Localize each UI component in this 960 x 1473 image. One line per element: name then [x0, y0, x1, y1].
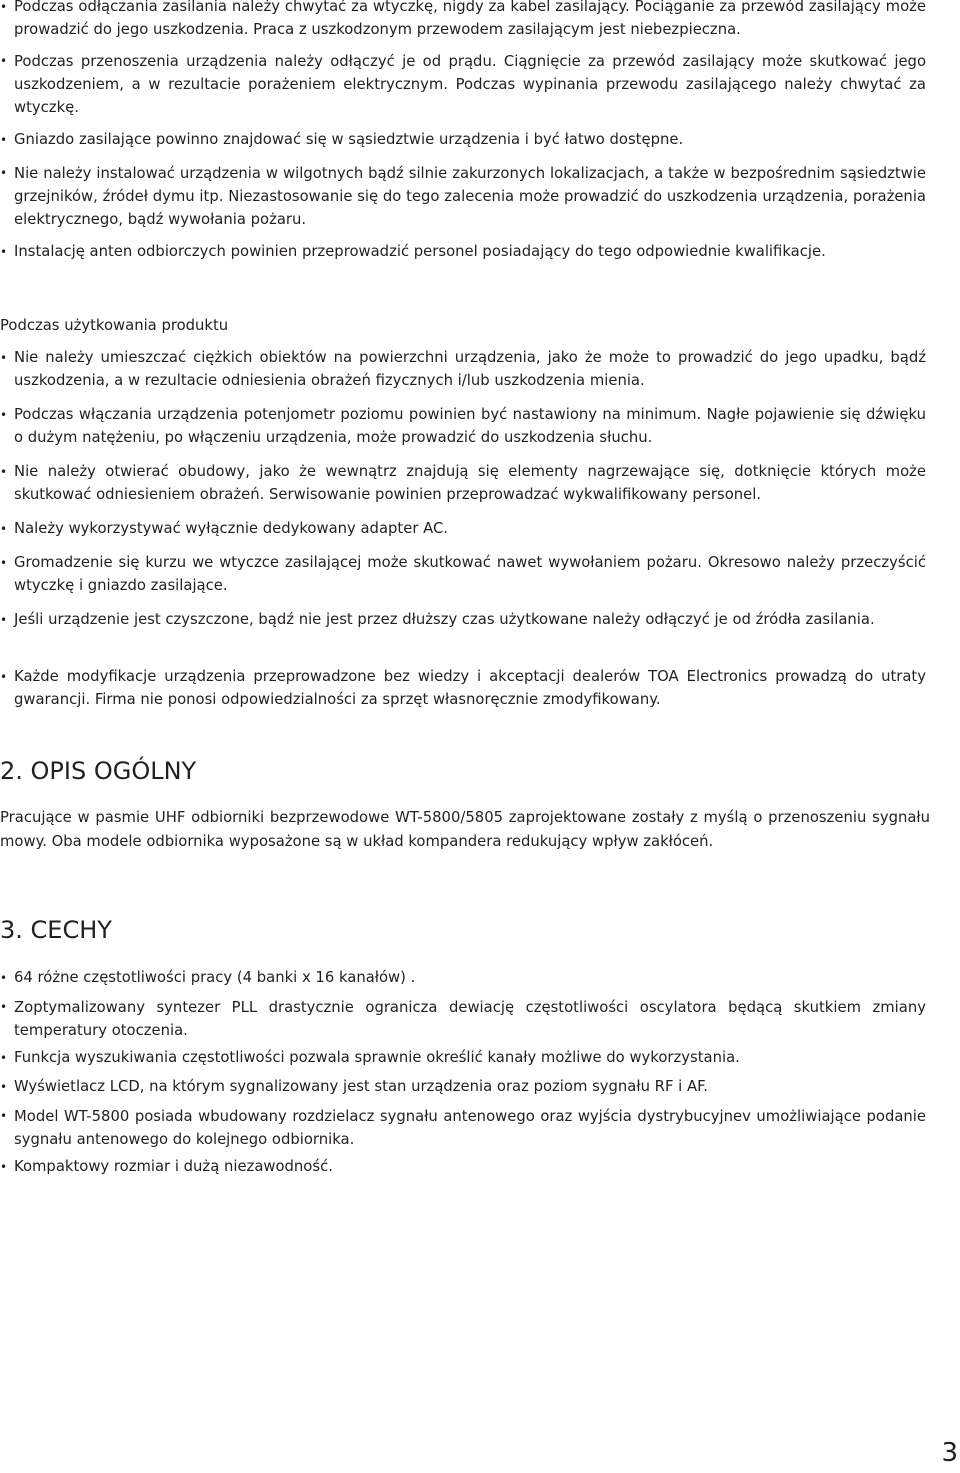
list-item	[0, 162, 926, 232]
bullet-icon: •	[0, 670, 8, 684]
bullet-icon: •	[0, 0, 8, 14]
list-item	[0, 461, 926, 507]
list-item	[0, 1047, 926, 1071]
list-item	[0, 1105, 926, 1151]
bullet-icon: •	[0, 613, 8, 627]
bullet-icon: •	[0, 522, 8, 536]
list-item	[0, 404, 926, 450]
safety-text-2: Podczas przenoszenia urządzenia należy odłączyć je od prądu. Ciągnięcie za przewód zasilający może skutkować jego uszkodzeniem, a w rezultacie porażeniem elektrycznym. Podczas wypinania przewodu zasilającego należy chwytać za wtyczkę.	[14, 53, 926, 116]
list-item	[0, 967, 926, 991]
bullet-icon: •	[0, 556, 8, 570]
usage-text-2: Podczas włączania urządzenia potenjometr poziomu powinien być nastawiony na minimum. Nagłe pojawienie się dźwięku o dużym natężeniu, po włączeniu urządzenia, może prowadzić do uszkodzenia słuchu.	[14, 406, 926, 446]
bullet-icon: •	[0, 351, 8, 365]
page-number: 3	[941, 1438, 958, 1468]
list-item	[0, 50, 926, 120]
list-item	[0, 1076, 926, 1100]
list-item	[0, 518, 926, 541]
list-item	[0, 609, 926, 655]
list-item	[0, 0, 926, 41]
feature-text-2: Zoptymalizowany syntezer PLL drastycznie ogranicza dewiację częstotliwości oscylatora będącą skutkiem zmiany temperatury otoczenia.	[14, 999, 926, 1039]
usage-text-7: Każde modyfikacje urządzenia przeprowadzone bez wiedzy i akceptacji dealerów TOA Electronics prowadzą do utraty gwarancji. Firma nie ponosi odpowiedzialności za sprzęt własnoręcznie zmodyfikowany.	[14, 668, 926, 708]
bullet-icon: •	[0, 1051, 8, 1065]
safety-text-3: Gniazdo zasilające powinno znajdować się w sąsiedztwie urządzenia i być łatwo dostępne.	[14, 131, 684, 148]
bullet-icon: •	[0, 133, 8, 147]
usage-text-1: Nie należy umieszczać ciężkich obiektów na powierzchni urządzenia, jako że może to prowadzić do jego upadku, bądź uszkodzenia, a w rezultacie odniesienia obrażeń fizycznych i/lub uszkodzenia mienia.	[14, 349, 926, 389]
bullet-icon: •	[0, 465, 8, 479]
feature-text-3: Funkcja wyszukiwania częstotliwości pozwala sprawnie określić kanały możliwe do wykorzystania.	[14, 1049, 740, 1066]
list-item	[0, 347, 926, 393]
usage-list	[0, 347, 960, 712]
safety-text-5: Instalację anten odbiorczych powinien przeprowadzić personel posiadający do tego odpowiednie kwalifikacje.	[14, 243, 826, 260]
usage-text-6: Jeśli urządzenie jest czyszczone, bądź nie jest przez dłuższy czas użytkowane należy odłączyć je od źródła zasilania.	[14, 611, 875, 628]
bullet-icon: •	[0, 408, 8, 422]
list-item	[0, 666, 926, 712]
bullet-icon: •	[0, 166, 8, 180]
bullet-icon: •	[0, 1000, 8, 1014]
section-3-title: 3. CECHY	[0, 916, 112, 944]
safety-list	[0, 0, 960, 265]
safety-text-1: Podczas odłączania zasilania należy chwytać za wtyczkę, nigdy za kabel zasilający. Pociąganie za przewód zasilający może prowadzić do jego uszkodzenia. Praca z uszkodzonym przewodem zasilającym jest niebezpieczna.	[14, 0, 926, 38]
usage-text-5: Gromadzenie się kurzu we wtyczce zasilającej może skutkować nawet wywołaniem pożaru. Okresowo należy przeczyścić wtyczkę i gniazdo zasilające.	[14, 554, 926, 594]
bullet-icon: •	[0, 54, 8, 68]
bullet-icon: •	[0, 1109, 8, 1123]
usage-text-3: Nie należy otwierać obudowy, jako że wewnątrz znajdują się elementy nagrzewające się, dotknięcie których może skutkować odniesieniem obrażeń. Serwisowanie powinien przeprowadzać wykwalifikowany personel.	[14, 463, 926, 503]
section-2-text: Pracujące w pasmie UHF odbiorniki bezprzewodowe WT-5800/5805 zaprojektowane zostały z myślą o przenoszeniu sygnału mowy. Oba modele odbiornika wyposażone są w układ kompandera redukujący wpływ zakłóceń.	[0, 809, 930, 850]
usage-section	[0, 347, 960, 712]
feature-text-6: Kompaktowy rozmiar i dużą niezawodność.	[14, 1158, 333, 1175]
bullet-icon: •	[0, 971, 8, 985]
usage-text-4: Należy wykorzystywać wyłącznie dedykowany adapter AC.	[14, 520, 449, 537]
features-list	[0, 967, 960, 1180]
feature-text-4: Wyświetlacz LCD, na którym sygnalizowany jest stan urządzenia oraz poziom sygnału RF i AF.	[14, 1078, 708, 1095]
safety-text-4: Nie należy instalować urządzenia w wilgotnych bądź silnie zakurzonych lokalizacjach, a także w bezpośrednim sąsiedztwie grzejników, źródeł dymu itp. Niezastosowanie się do tego zalecenia może prowadzić do uszkodzenia urządzenia, porażenia elektrycznego, bądź wywołania pożaru.	[14, 165, 926, 228]
feature-text-5: Model WT-5800 posiada wbudowany rozdzielacz sygnału antenowego oraz wyjścia dystrybucyjnev umożliwiające podanie sygnału antenowego do kolejnego odbiornika.	[14, 1108, 926, 1148]
feature-text-1: 64 różne częstotliwości pracy (4 banki x 16 kanałów) .	[14, 969, 416, 986]
safety-section	[0, 0, 960, 265]
list-item	[0, 552, 926, 598]
list-item	[0, 996, 926, 1042]
bullet-icon: •	[0, 1160, 8, 1174]
bullet-icon: •	[0, 245, 8, 259]
list-item	[0, 129, 926, 153]
section-2-title: 2. OPIS OGÓLNY	[0, 757, 197, 785]
usage-title: Podczas użytkowania produktu	[0, 317, 229, 334]
list-item	[0, 241, 926, 265]
list-item	[0, 1156, 926, 1180]
bullet-icon: •	[0, 1080, 8, 1094]
features-section	[0, 967, 960, 1180]
